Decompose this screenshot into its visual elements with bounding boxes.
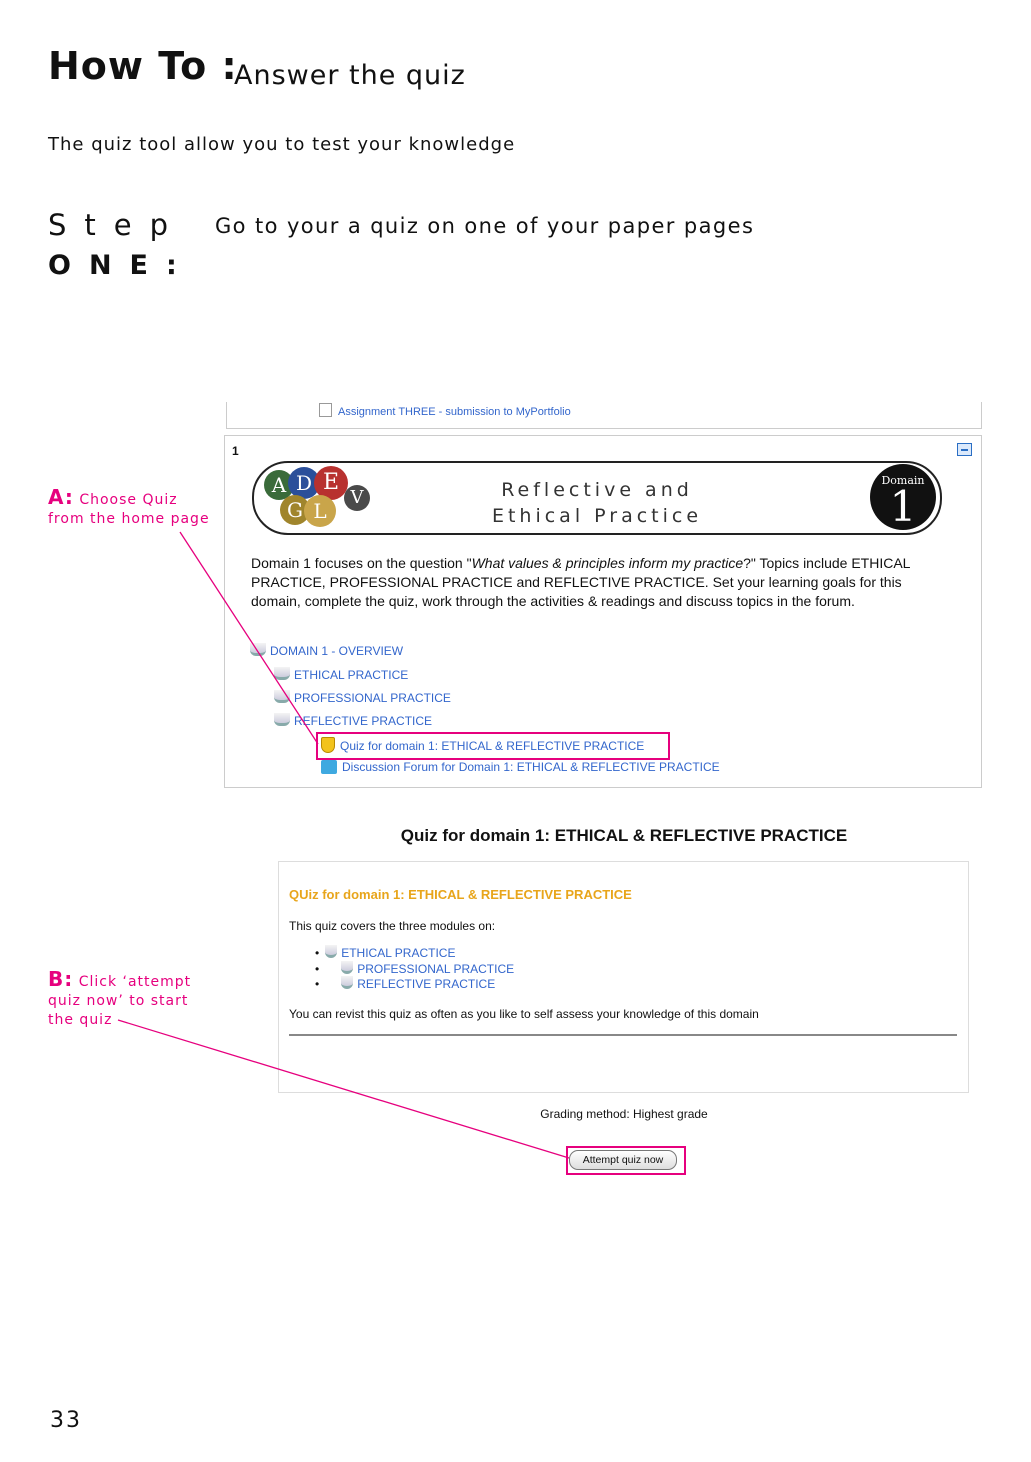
page-title-bold: How To : xyxy=(48,44,238,88)
step-instruction: Go to your a quiz on one of your paper pages xyxy=(215,214,755,238)
description-part-1: Domain 1 focuses on the question " xyxy=(251,555,472,571)
banner-title-line-2: Ethical Practice xyxy=(491,505,703,527)
step-number: ONE: xyxy=(48,250,195,281)
banner-title-line-1: Reflective and xyxy=(501,479,693,501)
page-number: 33 xyxy=(50,1408,82,1433)
annotation-b-text-3: the quiz xyxy=(48,1012,113,1028)
description-part-2: ?" Topics include ETHICAL PRACTICE, PROFESSIONAL PRACTICE and REFLECTIVE PRACTICE. Set your learning goals for this domain, complete the quiz, work through the activities & readings and discuss topics in the forum. xyxy=(251,555,910,609)
attempt-quiz-button[interactable]: Attempt quiz now xyxy=(569,1150,677,1170)
assignment-link-label: Assignment THREE - submission to MyPortfolio xyxy=(338,406,571,418)
section-number: 1 xyxy=(232,444,239,458)
badge-number: 1 xyxy=(889,482,917,531)
annotation-a-text-2: from the home page xyxy=(48,511,210,527)
annotation-b-text-2: quiz now’ to start xyxy=(48,993,189,1009)
logo-letter-e: E xyxy=(314,466,348,500)
logo-letter-l: L xyxy=(304,495,336,527)
pointer-line-a xyxy=(180,532,318,744)
badge-word: Domain xyxy=(881,474,925,487)
logo-letter-g: G xyxy=(280,495,310,525)
bullet-dot: • xyxy=(315,946,320,960)
quiz-covers-text: This quiz covers the three modules on: xyxy=(289,919,496,933)
page-title-rest: Answer the quiz xyxy=(234,60,466,91)
annotation-a-letter: A: xyxy=(48,485,74,509)
bullet-dot: • xyxy=(315,977,320,991)
annotation-a-text-1: Choose Quiz xyxy=(79,492,178,508)
annotation-b-text-1: Click ‘attempt xyxy=(78,974,192,990)
tree-item-ethical-label: ETHICAL PRACTICE xyxy=(294,668,409,682)
tree-item-reflective-label: REFLECTIVE PRACTICE xyxy=(294,714,433,728)
step-label: Step xyxy=(48,208,187,242)
grading-method: Grading method: Highest grade xyxy=(540,1107,708,1121)
pointer-line-b xyxy=(118,1020,569,1158)
tree-item-overview-label: DOMAIN 1 - OVERVIEW xyxy=(270,644,404,658)
logo-letter-d: D xyxy=(288,467,320,499)
annotation-b-letter: B: xyxy=(48,967,74,991)
bullet-dot: • xyxy=(315,962,320,976)
tree-item-professional-label: PROFESSIONAL PRACTICE xyxy=(294,691,451,705)
tree-item-forum-label: Discussion Forum for Domain 1: ETHICAL & REFLECTIVE PRACTICE xyxy=(342,760,720,774)
tree-item-quiz-label: Quiz for domain 1: ETHICAL & REFLECTIVE PRACTICE xyxy=(340,739,645,753)
logo-letter-a: A xyxy=(264,470,294,500)
intro-text: The quiz tool allow you to test your knowledge xyxy=(48,134,516,155)
quiz-module-ethical-label: ETHICAL PRACTICE xyxy=(341,946,456,960)
quiz-revisit-text: You can revist this quiz as often as you like to self assess your knowledge of this domain xyxy=(289,1007,759,1021)
quiz-page-title: Quiz for domain 1: ETHICAL & REFLECTIVE PRACTICE xyxy=(400,826,848,845)
description-italic: What values & principles inform my practice xyxy=(471,555,744,571)
quiz-heading: QUiz for domain 1: ETHICAL & REFLECTIVE PRACTICE xyxy=(289,887,632,902)
logo-letter-v: V xyxy=(344,485,370,511)
quiz-module-reflective-label: REFLECTIVE PRACTICE xyxy=(357,977,496,991)
quiz-module-professional-label: PROFESSIONAL PRACTICE xyxy=(357,962,515,976)
